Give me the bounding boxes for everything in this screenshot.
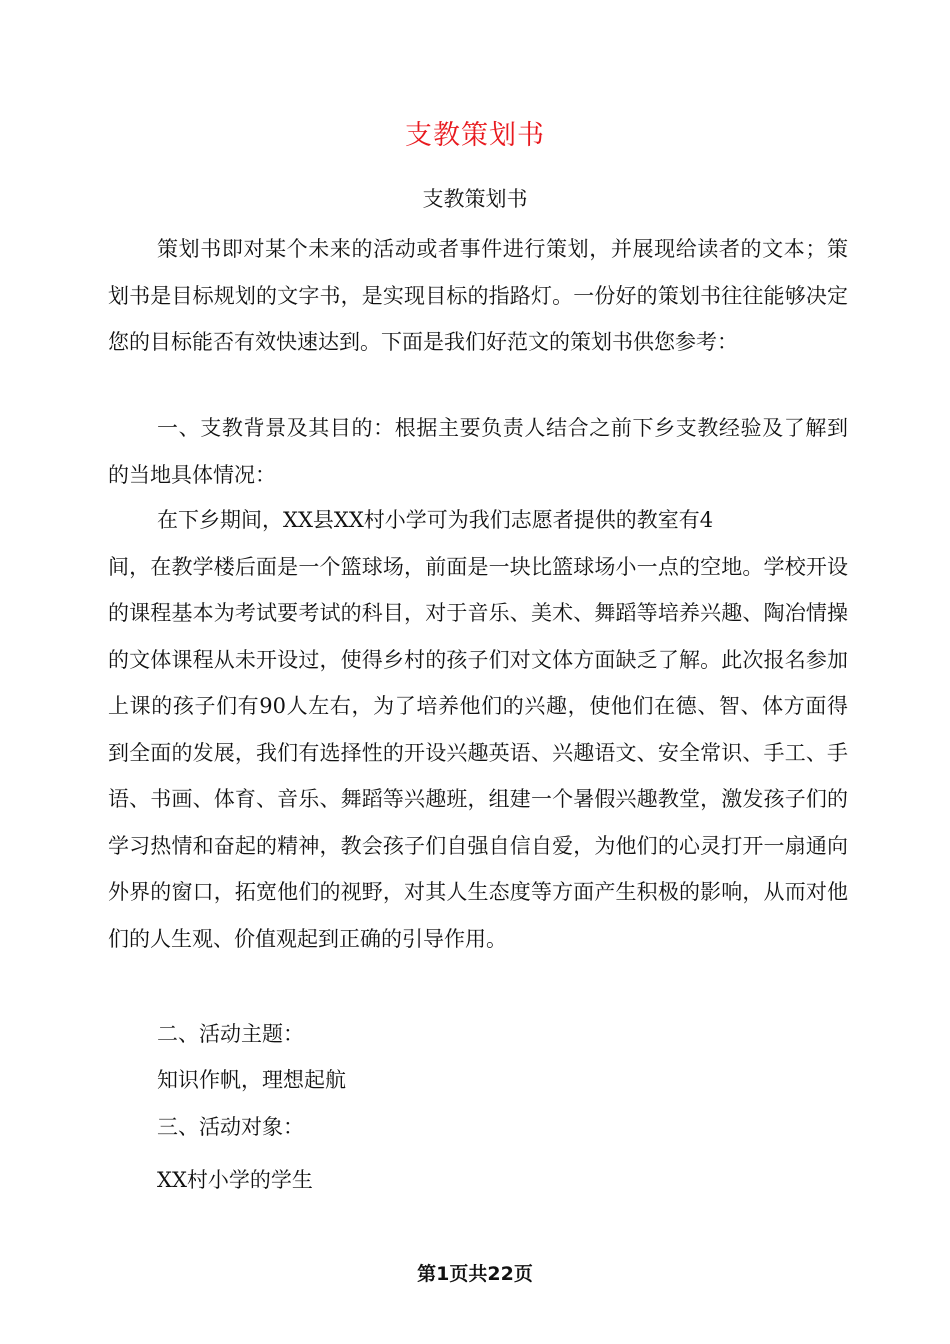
section-2-heading: 二、活动主题： [157, 1022, 304, 1046]
activity-theme: 知识作帆，理想起航 [157, 1068, 346, 1092]
document-title: 支教策划书 [405, 120, 545, 151]
background-body: 间，在教学楼后面是一个篮球场，前面是一块比篮球场小一点的空地。学校开设的课程基本为考试要考试的科目，对于音乐、美术、舞蹈等培养兴趣、陶冶情操的文体课程从未开设过，使得乡村的孩子们对文体方面缺乏了解。此次报名参加上课的孩子们有90人左右，为了培养他们的兴趣，使他们在德、智、体方面得到全面的发展，我们有选择性的开设兴趣英语、兴趣语文、安全常识、手工、手语、书画、体育、音乐、舞蹈等兴趣班，组建一个暑假兴趣教堂，激发孩子们的学习热情和奋起的精神，教会孩子们自强自信自爱，为他们的心灵打开一扇通向外界的窗口，拓宽他们的视野，对其人生态度等方面产生积极的影响，从而对他们的人生观、价值观起到正确的引导作用。 [108, 554, 848, 951]
background-paragraph [108, 497, 848, 962]
background-first-line: 在下乡期间，XX县XX村小学可为我们志愿者提供的教室有4 [157, 508, 714, 532]
intro-paragraph: 策划书即对某个未来的活动或者事件进行策划，并展现给读者的文本；策划书是目标规划的文字书，是实现目标的指路灯。一份好的策划书往往能够决定您的目标能否有效快速达到。下面是我们好范文的策划书供您参考： [108, 237, 848, 354]
page-number-footer: 第1页共22页 [417, 1263, 533, 1285]
activity-target: XX村小学的学生 [157, 1168, 313, 1192]
section-3-heading: 三、活动对象： [157, 1115, 304, 1139]
document-subtitle: 支教策划书 [422, 187, 528, 211]
section-1-heading: 一、支教背景及其目的：根据主要负责人结合之前下乡支教经验及了解到的当地具体情况： [108, 416, 848, 487]
